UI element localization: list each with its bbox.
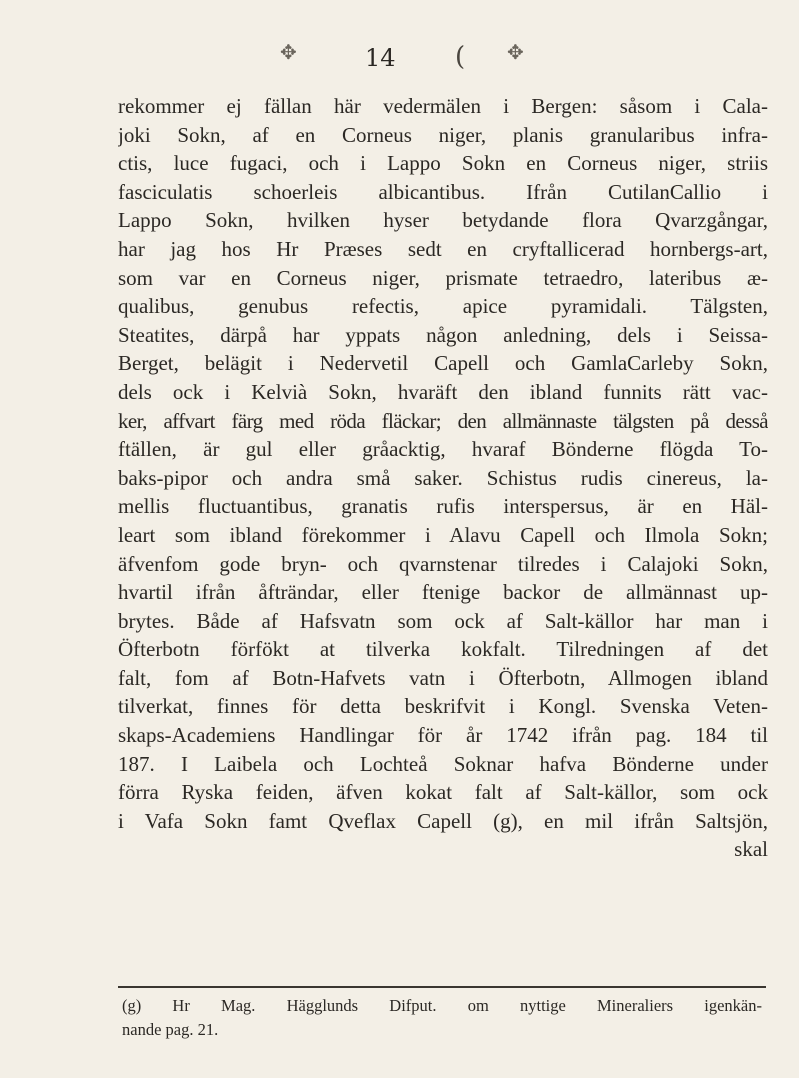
ornament-right-icon: ✥: [507, 40, 524, 64]
text-line: ctis, luce fugaci, och i Lappo Sokn en Corneus niger, striis: [118, 151, 768, 176]
text-line: falt, fom af Botn-Hafvets vatn i Öfterbotn, Allmogen ibland: [118, 665, 768, 690]
text-line: tilverkat, finnes för detta beskrifvit i Kongl. Svenska Veten-: [118, 694, 768, 719]
text-line: Lappo Sokn, hvilken hyser betydande flora Qvarzgångar,: [118, 208, 768, 233]
footnote: [122, 994, 762, 1042]
text-line: skaps-Academiens Handlingar för år 1742 ifrån pag. 184 til: [118, 723, 768, 748]
text-line: äfvenfom gode bryn- och qvarnstenar tilredes i Calajoki Sokn,: [118, 551, 768, 576]
page-number: 14: [365, 44, 396, 72]
text-line: ker, affvart färg med röda fläckar; den allmännaste tälgsten på desså: [118, 408, 768, 433]
text-line: Steatites, därpå har yppats någon anledning, dels i Seissa-: [118, 322, 768, 347]
text-line: ftällen, är gul eller gråacktig, hvaraf Bönderne flögda To-: [118, 437, 768, 462]
text-line: i Vafa Sokn famt Qveflax Capell (g), en mil ifrån Saltsjön,: [118, 808, 768, 833]
text-line: hvartil ifrån åfträndar, eller ftenige backor de allmännast up-: [118, 580, 768, 605]
footnote-divider: [118, 986, 766, 988]
text-line: som var en Corneus niger, prismate tetraedro, lateribus æ-: [118, 265, 768, 290]
text-line: Berget, belägit i Nedervetil Capell och GamlaCarleby Sokn,: [118, 351, 768, 376]
text-line: joki Sokn, af en Corneus niger, planis granularibus infra-: [118, 122, 768, 147]
catchword: skal: [734, 837, 768, 862]
text-line: dels ock i Kelvià Sokn, hvaräft den ibland funnits rätt vac-: [118, 379, 768, 404]
page-header: [0, 40, 799, 80]
text-line: Öfterbotn förfökt at tilverka kokfalt. Tilredningen af det: [118, 637, 768, 662]
text-line: mellis fluctuantibus, granatis rufis interspersus, är en Häl-: [118, 494, 768, 519]
text-line: fasciculatis schoerleis albicantibus. Ifrån CutilanCallio i: [118, 179, 768, 204]
text-line: baks-pipor och andra små saker. Schistus rudis cinereus, la-: [118, 465, 768, 490]
text-line: förra Ryska feiden, äfven kokat falt af Salt-källor, som ock: [118, 780, 768, 805]
text-line: har jag hos Hr Præses sedt en cryftallicerad hornbergs-art,: [118, 236, 768, 261]
main-text: [118, 92, 768, 864]
header-parenthesis: (: [455, 42, 466, 72]
ornament-left-icon: ✥: [280, 40, 297, 64]
text-line: qualibus, genubus refectis, apice pyramidali. Tälgsten,: [118, 294, 768, 319]
footnote-line: nande pag. 21.: [122, 1020, 219, 1039]
text-line: brytes. Både af Hafsvatn som ock af Salt-källor har man i: [118, 608, 768, 633]
text-line: leart som ibland förekommer i Alavu Capell och Ilmola Sokn;: [118, 522, 768, 547]
text-line: 187. I Laibela och Lochteå Soknar hafva Bönderne under: [118, 751, 768, 776]
footnote-line: (g) Hr Mag. Hägglunds Difput. om nyttige Mineraliers igenkän-: [122, 996, 762, 1015]
text-line: rekommer ej fällan här vedermälen i Bergen: såsom i Cala-: [118, 94, 768, 118]
